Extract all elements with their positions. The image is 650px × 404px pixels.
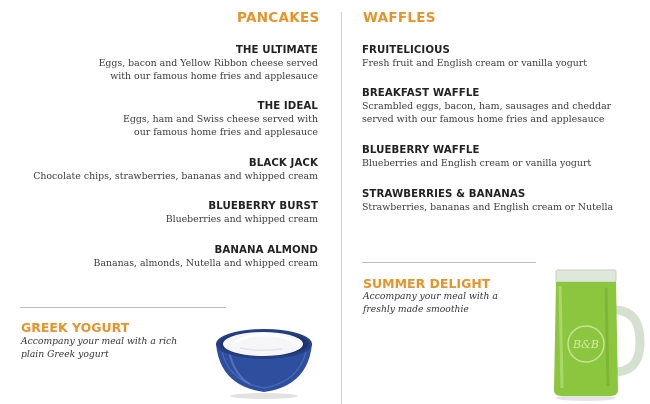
- menu-item-banana-almond: [18, 244, 318, 270]
- item-desc: Chocolate chips, strawberries, bananas and whipped cream: [33, 171, 318, 182]
- item-desc: Scrambled eggs, bacon, ham, sausages and cheddar: [362, 101, 612, 112]
- greek-yogurt-rule: [20, 307, 226, 308]
- item-desc: served with our famous home fries and applesauce: [362, 114, 605, 125]
- column-divider: [341, 12, 342, 404]
- menu-item-fruitelicious: [362, 44, 647, 70]
- pancakes-heading: PANCAKES: [237, 10, 320, 26]
- item-name: STRAWBERRIES & BANANAS: [362, 189, 526, 200]
- item-name: BREAKFAST WAFFLE: [362, 88, 480, 99]
- yogurt-bowl-image: [210, 318, 318, 400]
- item-desc: Eggs, bacon and Yellow Ribbon cheese served: [98, 58, 318, 69]
- item-desc: Fresh fruit and English cream or vanilla yogurt: [362, 58, 587, 69]
- item-desc: Bananas, almonds, Nutella and whipped cream: [93, 258, 318, 269]
- item-name: THE ULTIMATE: [235, 45, 318, 56]
- item-name: BLACK JACK: [248, 158, 318, 169]
- jar-logo-text: B&B: [573, 338, 599, 351]
- item-desc: Blueberries and English cream or vanilla yogurt: [362, 158, 592, 169]
- menu-item-the-ultimate: [18, 44, 318, 83]
- item-name: THE IDEAL: [257, 101, 318, 112]
- item-desc: with our famous home fries and applesauce: [110, 71, 318, 82]
- greek-yogurt-desc-line: Accompany your meal with a rich: [21, 336, 178, 347]
- greek-yogurt-desc-line: plain Greek yogurt: [21, 348, 109, 360]
- summer-delight-desc-line: freshly made smoothie: [363, 303, 469, 315]
- smoothie-jar-image: [548, 262, 648, 402]
- menu-item-the-ideal: [18, 100, 318, 139]
- item-desc: Blueberries and whipped cream: [165, 214, 318, 225]
- summer-delight-rule: [362, 262, 536, 263]
- summer-delight-desc: [363, 291, 498, 316]
- item-desc: Eggs, ham and Swiss cheese served with: [123, 114, 318, 125]
- summer-delight-title: SUMMER DELIGHT: [363, 276, 491, 291]
- waffles-heading: WAFFLES: [363, 10, 436, 26]
- item-name: BLUEBERRY WAFFLE: [362, 145, 480, 156]
- item-desc: Strawberries, bananas and English cream or Nutella: [362, 202, 614, 213]
- summer-delight-desc-line: Accompany your meal with a: [363, 291, 498, 302]
- menu-item-blueberry-waffle: [362, 144, 647, 170]
- greek-yogurt-title: GREEK YOGURT: [21, 320, 130, 335]
- menu-item-blueberry-burst: [18, 200, 318, 226]
- greek-yogurt-desc: [21, 336, 177, 361]
- menu-item-strawberries-bananas: [362, 188, 647, 214]
- item-desc: our famous home fries and applesauce: [134, 127, 318, 138]
- menu-item-black-jack: [18, 157, 318, 183]
- item-name: FRUITELICIOUS: [362, 45, 450, 56]
- item-name: BLUEBERRY BURST: [208, 201, 318, 212]
- menu-item-breakfast-waffle: [362, 87, 647, 126]
- item-name: BANANA ALMOND: [214, 245, 318, 256]
